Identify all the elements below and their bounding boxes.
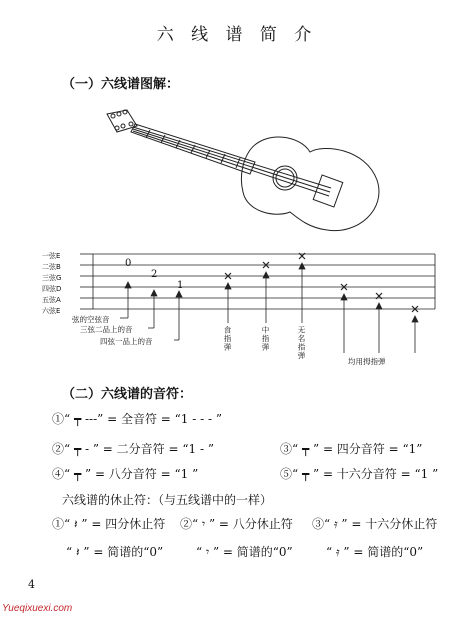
rest-eighth: ②“ 𝄾 ” = 八分休止符: [180, 517, 293, 531]
rest-heading: 六线谱的休止符：（与五线谱中的一样）: [62, 493, 273, 507]
string-label-1: 一弦E: [42, 252, 61, 260]
note-quarter: ③“ ┯ ” = 四分音符 = “1”: [280, 442, 423, 456]
note-sixteenth: ⑤“ ┯ ” = 十六分音符 = “1 ”: [280, 467, 439, 481]
label-index-finger: 食指弹: [223, 326, 232, 352]
string-label-2: 二弦B: [42, 263, 61, 271]
label-thumb: 均用拇指弹: [348, 357, 386, 366]
string-label-5: 五弦A: [42, 296, 61, 304]
rest-quarter: ①“ 𝄽 ” = 四分休止符: [52, 517, 166, 531]
page-number: 4: [28, 578, 35, 591]
guitar-body: [241, 137, 379, 231]
rest-sixteenth: ③“ 𝄿 ” = 十六分休止符: [312, 517, 438, 531]
label-third-string-second-fret: 三弦二品上的音: [80, 325, 133, 334]
fret-number: 1: [177, 280, 184, 291]
section-heading-notes: （二）六线谱的音符：: [62, 387, 193, 402]
rest-eighth-equiv: “ 𝄾 ” = 简谱的“0”: [196, 545, 293, 559]
rest-quarter-equiv: “ 𝄽 ” = 简谱的“0”: [66, 545, 164, 559]
string-label-6: 六弦E: [42, 307, 61, 315]
footer-site-link[interactable]: Yueqixuexi.com: [2, 603, 73, 614]
fret-number: 2: [151, 269, 158, 280]
rest-sixteenth-equiv: “ 𝄿 ” = 简谱的“0”: [326, 545, 424, 559]
label-fourth-string-first-fret: 四弦一品上的音: [100, 337, 153, 346]
label-open-string: 弦的空弦音: [72, 315, 110, 324]
note-eighth: ④“ ┯ ” = 八分音符 = “1 ”: [52, 467, 199, 481]
guitar-illustration: [95, 100, 385, 240]
note-whole: ①“ ┯ ---” = 全音符 = “1 - - - ”: [52, 412, 222, 426]
label-ring-finger: 无名指弹: [297, 326, 306, 360]
label-middle-finger: 中指弹: [261, 326, 270, 352]
section-heading-diagram: （一）六线谱图解：: [62, 77, 180, 92]
note-half: ②“ ┯ - ” = 二分音符 = “1 - ”: [52, 442, 214, 456]
fret-number: 0: [125, 258, 132, 269]
page-title: 六 线 谱 简 介: [156, 25, 318, 45]
string-label-4: 四弦D: [42, 285, 62, 293]
string-label-3: 三弦G: [42, 274, 62, 282]
